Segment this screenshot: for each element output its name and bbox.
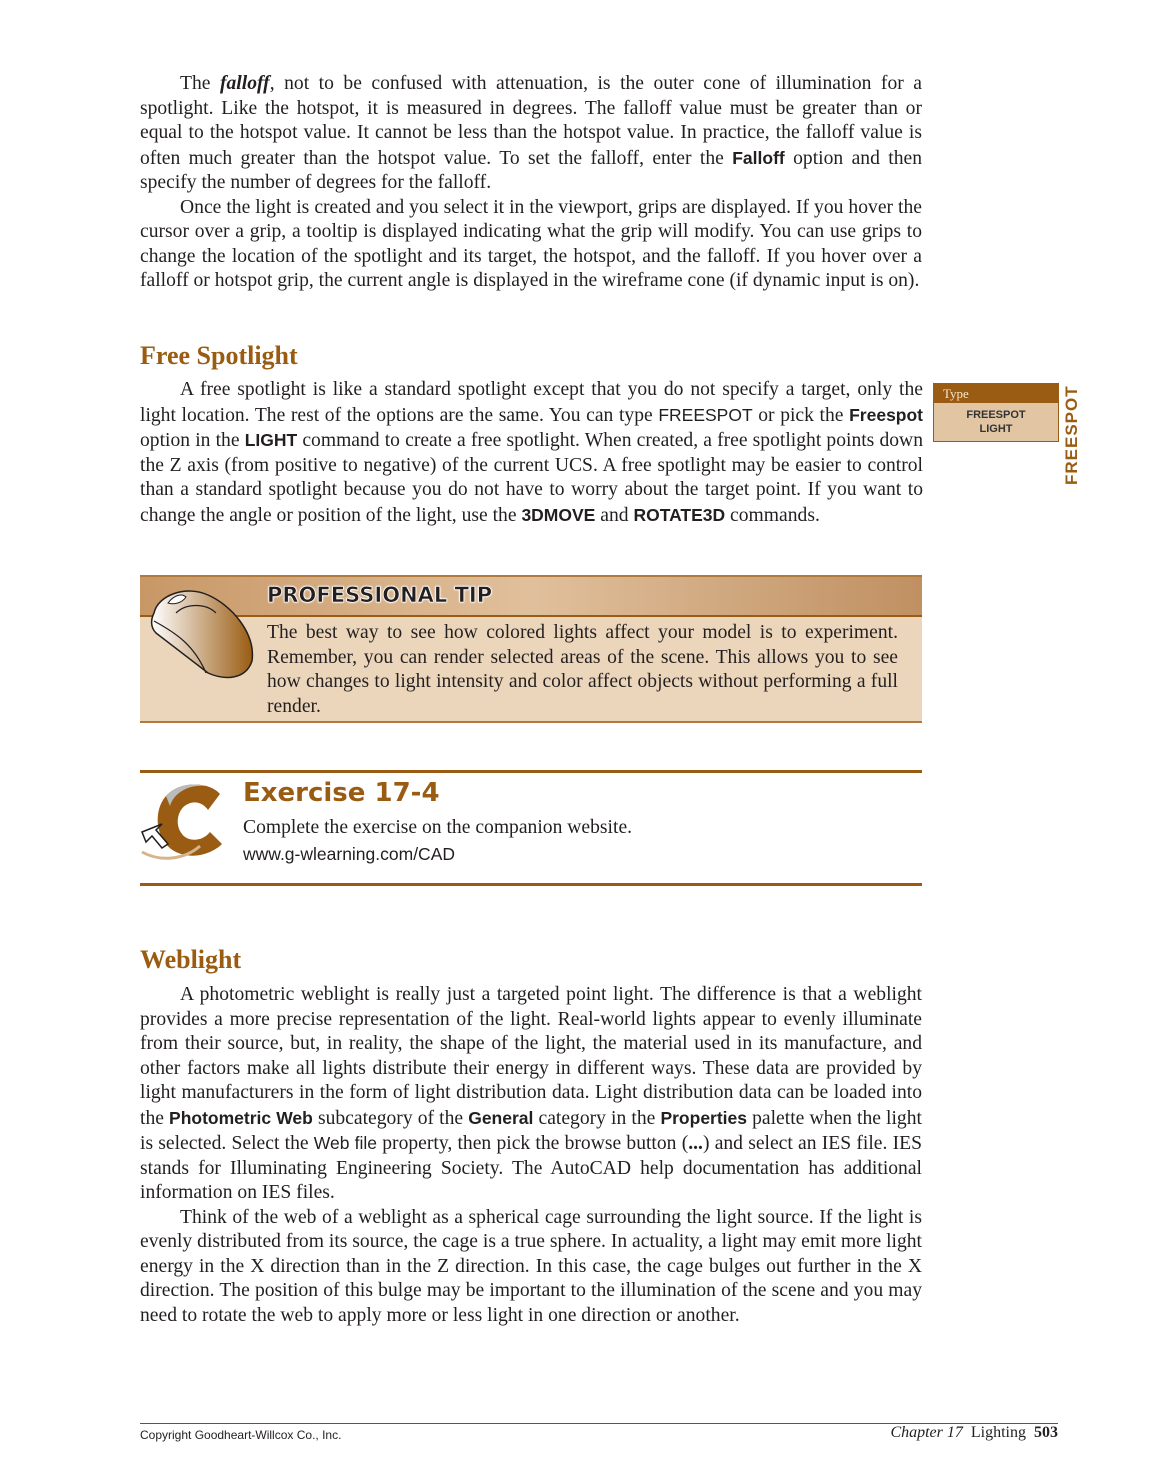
text-run: and — [595, 504, 634, 526]
text-run: option and then specify the number of degrees for the falloff. — [140, 147, 922, 193]
term: General — [468, 1107, 534, 1128]
text-run: subcategory of the — [312, 1107, 469, 1129]
paragraph — [140, 1206, 922, 1329]
term: ... — [688, 1133, 703, 1154]
text-run: ) and select an IES file. IES stands for Illuminating Engineering Society. The AutoCAD help documentation has additional information on IES files. — [140, 1133, 923, 1203]
intro-paragraphs — [140, 72, 922, 294]
text-run: command to create a free spotlight. When created, a free spotlight points down the Z axis (from positive to negative) of the current UCS. A free spotlight may be easier to control than a standard spotlight because you do not have to worry about the target point. If you want to change the angle or position of the light, use the — [140, 430, 923, 526]
heading-weblight: Weblight — [140, 945, 242, 974]
mouse-icon — [146, 583, 258, 683]
command-type-box — [933, 383, 1059, 442]
term: 3DMOVE — [521, 504, 596, 525]
text-run: The — [180, 73, 220, 94]
term: Falloff — [732, 147, 785, 168]
copyright: Copyright Goodheart-Willcox Co., Inc. — [140, 1428, 342, 1442]
text-run: property, then pick the browse button ( — [377, 1133, 689, 1154]
text-run: commands. — [725, 504, 820, 526]
weblight-paragraphs — [140, 983, 922, 1328]
paragraph — [140, 196, 922, 294]
text-run: A free spotlight is like a standard spotlight except that you do not specify a target, only the light location. The rest of the options are the same. You can type — [140, 379, 923, 426]
paragraph — [140, 378, 923, 528]
exercise-bottom-rule — [140, 883, 922, 886]
text-run: Once the light is created and you select it in the viewport, grips are displayed. If you hover the cursor over a grip, a tooltip is displayed indicating what the grip will modify. You can use grips to change the location of the spotlight and its target, the hotspot, and the falloff. If you hover over a falloff or hotspot grip, the current angle is displayed in the wireframe cone (if dynamic input is on). — [140, 196, 922, 291]
term: Web file — [313, 1133, 378, 1153]
text-run: category in the — [533, 1107, 661, 1129]
page-number: 503 — [1034, 1424, 1058, 1441]
exercise-title: Exercise 17-4 — [243, 778, 440, 808]
term: Photometric Web — [169, 1107, 313, 1128]
free-spotlight-paragraphs — [140, 378, 923, 528]
companion-website-icon — [140, 780, 230, 862]
exercise-top-rule — [140, 770, 922, 773]
text-run: A photometric weblight is really just a targeted point light. The difference is that a weblight provides a more precise representation of the light. Real-world lights appear to evenly illuminate from their source, but, in reality, the shape of the light, the material used in its manufacture, and other factors make all lights distribute their energy in different ways. These data are provided by light manufacturers in the form of light distribution data. Light distribution data can be loaded into the — [140, 984, 922, 1129]
type-box-header: Type — [934, 384, 1058, 403]
text-run: , not to be confused with attenuation, is the outer cone of illumination for a spotlight. Like the hotspot, it is measured in degrees. The falloff value must be greater than or equal to the hotspot value. It cannot be less than the hotspot value. In practice, the falloff value is often much greater than the hotspot value. To set the falloff, enter the — [140, 73, 922, 169]
term: ROTATE3D — [633, 504, 726, 525]
section-label: Lighting — [970, 1424, 1026, 1441]
tip-title: PROFESSIONAL TIP — [267, 583, 493, 607]
type-box-command — [934, 403, 1058, 436]
text-run: or pick the — [752, 404, 850, 426]
text-run: palette when the light is selected. Select the — [140, 1107, 922, 1154]
side-tab-label: FREESPOT — [1062, 385, 1081, 485]
term: Freespot — [849, 404, 924, 425]
professional-tip-box — [140, 575, 922, 723]
heading-free-spotlight: Free Spotlight — [140, 341, 298, 370]
type-box-line2: LIGHT — [979, 423, 1013, 435]
paragraph — [140, 72, 922, 196]
page-footer — [890, 1424, 1058, 1442]
tip-body: The best way to see how colored lights affect your model is to experiment. Remember, you can render selected areas of the scene. This allows you to see how changes to light intensity and color affect objects without performing a full render. — [267, 622, 898, 717]
exercise-text: Complete the exercise on the companion website. — [243, 817, 633, 838]
text-run: Think of the web of a weblight as a spherical cage surrounding the light source. If the light is evenly distributed from its source, the cage is a true sphere. In actuality, a light may emit more light energy in the X direction than in the Z direction. In this case, the cage bulges out further in the X direction. The position of this bulge may be important to the illumination of the scene and you may need to rotate the web to apply more or less light in one direction or another. — [140, 1206, 922, 1326]
term: falloff — [219, 73, 270, 94]
exercise-url-link[interactable]: www.g-wlearning.com/CAD — [243, 844, 456, 864]
chapter-label: Chapter 17 — [890, 1424, 963, 1441]
term: LIGHT — [244, 430, 298, 450]
text-run: option in the — [140, 430, 245, 451]
type-box-line1: FREESPOT — [966, 409, 1026, 421]
term: FREESPOT — [658, 404, 753, 425]
term: Properties — [660, 1107, 748, 1128]
paragraph — [140, 983, 922, 1206]
